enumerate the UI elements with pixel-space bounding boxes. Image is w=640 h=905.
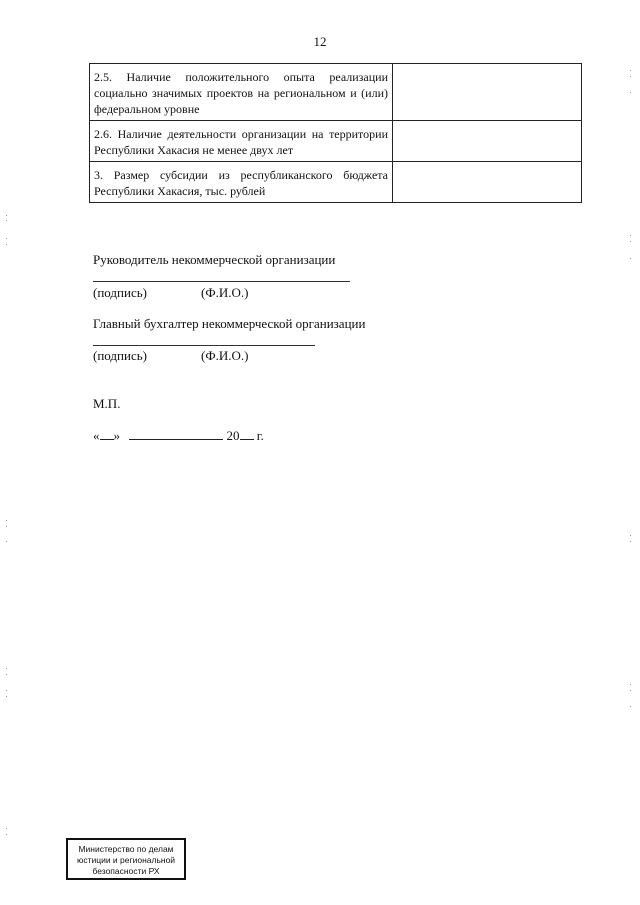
criterion-label: 2.5. Наличие положительного опыта реализации социально значимых проектов на региональном и (или) федеральном уровне bbox=[90, 64, 393, 121]
date-close-quote: » bbox=[113, 428, 120, 443]
year-suffix: г. bbox=[256, 428, 264, 443]
accountant-signature-title: Главный бухгалтер некоммерческой организации bbox=[93, 316, 366, 331]
scan-artifact-marks bbox=[630, 0, 632, 905]
criterion-value-cell[interactable] bbox=[393, 121, 582, 162]
scan-artifact-marks bbox=[6, 0, 8, 905]
stamp-line: безопасности РХ bbox=[92, 866, 160, 876]
date-line bbox=[93, 428, 264, 444]
head-signature-line[interactable] bbox=[93, 281, 350, 282]
year-prefix: 20 bbox=[226, 428, 240, 443]
name-caption: (Ф.И.О.) bbox=[201, 285, 249, 300]
table-row bbox=[90, 64, 582, 121]
signature-caption: (подпись) bbox=[93, 348, 147, 363]
head-signature-captions bbox=[93, 285, 248, 301]
month-blank[interactable] bbox=[129, 429, 223, 440]
table-row bbox=[90, 162, 582, 203]
stamp-place-label: М.П. bbox=[93, 396, 121, 411]
day-blank[interactable] bbox=[100, 429, 114, 440]
year-blank[interactable] bbox=[240, 429, 254, 440]
criterion-value-cell[interactable] bbox=[393, 64, 582, 121]
criteria-table bbox=[89, 63, 582, 203]
page-number: 12 bbox=[313, 34, 327, 49]
name-caption: (Ф.И.О.) bbox=[201, 348, 249, 363]
date-open-quote: « bbox=[93, 428, 100, 443]
signature-caption: (подпись) bbox=[93, 285, 147, 300]
criterion-label: 3. Размер субсидии из республиканского бюджета Республики Хакасия, тыс. рублей bbox=[90, 162, 393, 203]
criterion-label: 2.6. Наличие деятельности организации на территории Республики Хакасия не менее двух лет bbox=[90, 121, 393, 162]
accountant-signature-line[interactable] bbox=[93, 345, 315, 346]
head-signature-title: Руководитель некоммерческой организации bbox=[93, 252, 336, 267]
criterion-value-cell[interactable] bbox=[393, 162, 582, 203]
stamp-line: Министерство по делам bbox=[78, 844, 174, 854]
table-row bbox=[90, 121, 582, 162]
stamp-line: юстиции и региональной bbox=[76, 855, 176, 865]
ministry-stamp bbox=[66, 838, 186, 880]
accountant-signature-captions bbox=[93, 348, 248, 364]
